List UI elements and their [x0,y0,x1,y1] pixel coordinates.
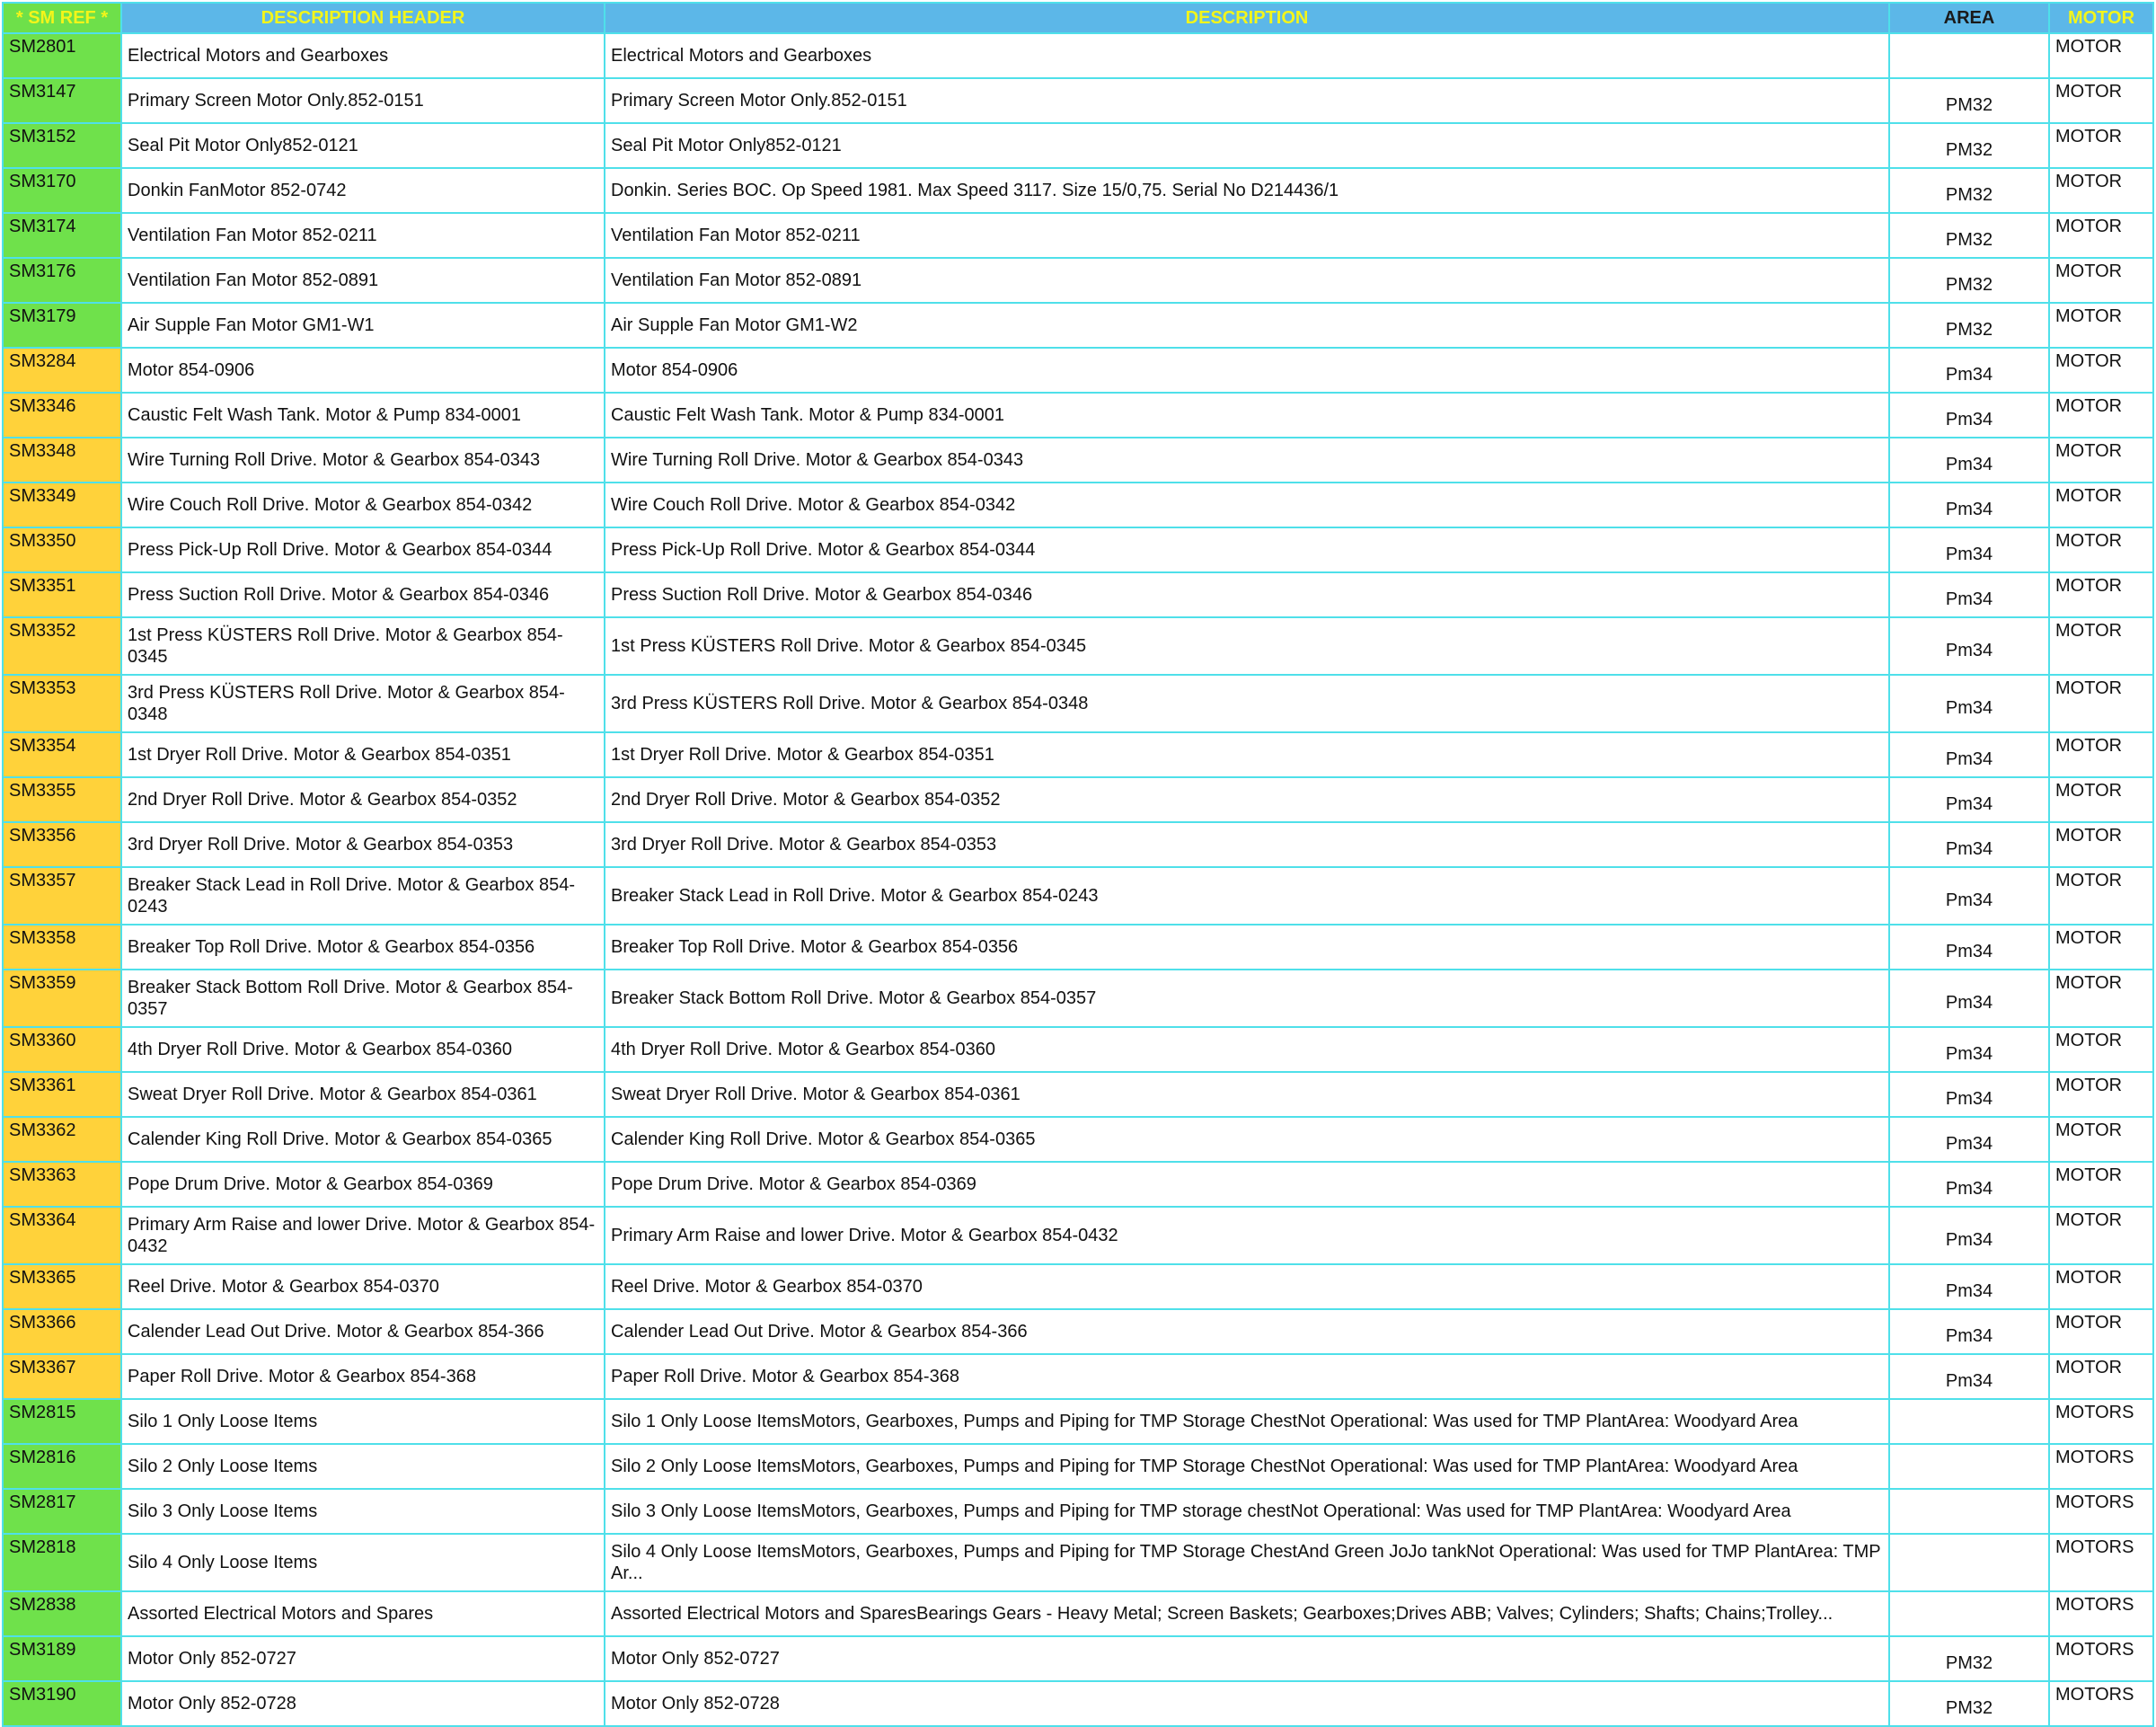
cell-description-header[interactable]: Breaker Top Roll Drive. Motor & Gearbox 854-0356 [121,925,605,970]
cell-area[interactable]: Pm34 [1889,527,2049,572]
cell-area[interactable]: Pm34 [1889,393,2049,438]
cell-sm-ref[interactable]: SM3365 [3,1264,121,1309]
cell-sm-ref[interactable]: SM3170 [3,168,121,213]
cell-motor[interactable]: MOTORS [2049,1636,2153,1681]
column-header-motor[interactable]: MOTOR [2049,3,2153,33]
cell-description-header[interactable]: Wire Turning Roll Drive. Motor & Gearbox 854-0343 [121,438,605,483]
cell-description[interactable]: Assorted Electrical Motors and SparesBearings Gears - Heavy Metal; Screen Baskets; Gearboxes;Drives ABB; Valves; Cylinders; Shafts; Chains;Trolley... [605,1591,1889,1636]
cell-description[interactable]: Wire Couch Roll Drive. Motor & Gearbox 854-0342 [605,483,1889,527]
cell-motor[interactable]: MOTOR [2049,1027,2153,1072]
cell-description-header[interactable]: Silo 2 Only Loose Items [121,1444,605,1489]
cell-description[interactable]: Silo 1 Only Loose ItemsMotors, Gearboxes, Pumps and Piping for TMP Storage ChestNot Operational: Was used for TMP PlantArea: Woodyard Area [605,1399,1889,1444]
table-row [3,1636,2153,1681]
cell-sm-ref[interactable]: SM2838 [3,1591,121,1636]
cell-sm-ref[interactable]: SM3358 [3,925,121,970]
cell-area[interactable] [1889,1399,2049,1444]
cell-area[interactable] [1889,33,2049,78]
cell-motor[interactable]: MOTOR [2049,527,2153,572]
cell-motor[interactable]: MOTOR [2049,572,2153,617]
table-row [3,1399,2153,1444]
cell-area[interactable]: PM32 [1889,123,2049,168]
cell-area[interactable] [1889,1591,2049,1636]
cell-description-header[interactable]: Sweat Dryer Roll Drive. Motor & Gearbox 854-0361 [121,1072,605,1117]
table-row [3,1264,2153,1309]
table-row [3,1444,2153,1489]
table-row [3,438,2153,483]
cell-motor[interactable]: MOTOR [2049,258,2153,303]
cell-sm-ref[interactable]: SM2817 [3,1489,121,1534]
cell-area[interactable]: Pm34 [1889,572,2049,617]
cell-motor[interactable]: MOTOR [2049,1207,2153,1264]
cell-area[interactable]: Pm34 [1889,1072,2049,1117]
cell-description[interactable]: 3rd Press KÜSTERS Roll Drive. Motor & Gearbox 854-0348 [605,675,1889,732]
cell-area[interactable]: Pm34 [1889,777,2049,822]
cell-sm-ref[interactable]: SM3179 [3,303,121,348]
cell-description[interactable]: Breaker Stack Lead in Roll Drive. Motor & Gearbox 854-0243 [605,867,1889,925]
cell-area[interactable]: Pm34 [1889,348,2049,393]
cell-description-header[interactable]: Calender Lead Out Drive. Motor & Gearbox 854-366 [121,1309,605,1354]
cell-description[interactable]: Motor Only 852-0727 [605,1636,1889,1681]
cell-motor[interactable]: MOTOR [2049,123,2153,168]
cell-area[interactable]: Pm34 [1889,1354,2049,1399]
cell-description-header[interactable]: 4th Dryer Roll Drive. Motor & Gearbox 854-0360 [121,1027,605,1072]
cell-description-header[interactable]: Seal Pit Motor Only852-0121 [121,123,605,168]
table-row [3,1354,2153,1399]
cell-description[interactable]: Motor 854-0906 [605,348,1889,393]
cell-description-header[interactable]: Pope Drum Drive. Motor & Gearbox 854-0369 [121,1162,605,1207]
cell-motor[interactable]: MOTOR [2049,732,2153,777]
cell-description[interactable]: Wire Turning Roll Drive. Motor & Gearbox 854-0343 [605,438,1889,483]
cell-sm-ref[interactable]: SM3361 [3,1072,121,1117]
cell-description[interactable]: Silo 3 Only Loose ItemsMotors, Gearboxes, Pumps and Piping for TMP storage chestNot Operational: Was used for TMP PlantArea: Woodyard Area [605,1489,1889,1534]
table-row [3,867,2153,925]
cell-sm-ref[interactable]: SM2818 [3,1534,121,1591]
table-row [3,777,2153,822]
cell-sm-ref[interactable]: SM3359 [3,970,121,1027]
cell-description-header[interactable]: Electrical Motors and Gearboxes [121,33,605,78]
cell-sm-ref[interactable]: SM3353 [3,675,121,732]
cell-area[interactable]: Pm34 [1889,438,2049,483]
cell-description-header[interactable]: Silo 3 Only Loose Items [121,1489,605,1534]
cell-description-header[interactable]: Breaker Stack Lead in Roll Drive. Motor & Gearbox 854-0243 [121,867,605,925]
cell-description-header[interactable]: 2nd Dryer Roll Drive. Motor & Gearbox 854-0352 [121,777,605,822]
table-row [3,1117,2153,1162]
cell-sm-ref[interactable]: SM3357 [3,867,121,925]
cell-motor[interactable]: MOTOR [2049,1264,2153,1309]
header-row [3,3,2153,33]
cell-description[interactable]: Press Suction Roll Drive. Motor & Gearbox 854-0346 [605,572,1889,617]
cell-area[interactable]: Pm34 [1889,732,2049,777]
table-row [3,33,2153,78]
cell-motor[interactable]: MOTOR [2049,867,2153,925]
cell-description[interactable]: Silo 2 Only Loose ItemsMotors, Gearboxes, Pumps and Piping for TMP Storage ChestNot Operational: Was used for TMP PlantArea: Woodyard Area [605,1444,1889,1489]
cell-motor[interactable]: MOTOR [2049,1117,2153,1162]
cell-area[interactable] [1889,1444,2049,1489]
cell-description[interactable]: Air Supple Fan Motor GM1-W2 [605,303,1889,348]
cell-sm-ref[interactable]: SM3355 [3,777,121,822]
table-row [3,822,2153,867]
cell-motor[interactable]: MOTOR [2049,438,2153,483]
cell-area[interactable]: Pm34 [1889,925,2049,970]
column-header-description-header[interactable]: DESCRIPTION HEADER [121,3,605,33]
table-row [3,168,2153,213]
cell-area[interactable]: PM32 [1889,303,2049,348]
cell-area[interactable]: Pm34 [1889,822,2049,867]
cell-motor[interactable]: MOTOR [2049,822,2153,867]
cell-description-header[interactable]: Motor 854-0906 [121,348,605,393]
cell-area[interactable]: Pm34 [1889,1027,2049,1072]
cell-description-header[interactable]: Press Suction Roll Drive. Motor & Gearbox 854-0346 [121,572,605,617]
cell-sm-ref[interactable]: SM3350 [3,527,121,572]
cell-description-header[interactable]: Breaker Stack Bottom Roll Drive. Motor & Gearbox 854-0357 [121,970,605,1027]
table-row [3,925,2153,970]
cell-sm-ref[interactable]: SM3366 [3,1309,121,1354]
cell-description-header[interactable]: Reel Drive. Motor & Gearbox 854-0370 [121,1264,605,1309]
cell-area[interactable]: PM32 [1889,258,2049,303]
table-row [3,970,2153,1027]
cell-description[interactable]: Calender Lead Out Drive. Motor & Gearbox 854-366 [605,1309,1889,1354]
cell-sm-ref[interactable]: SM3362 [3,1117,121,1162]
cell-description-header[interactable]: 1st Press KÜSTERS Roll Drive. Motor & Gearbox 854-0345 [121,617,605,675]
cell-description[interactable]: 4th Dryer Roll Drive. Motor & Gearbox 854-0360 [605,1027,1889,1072]
cell-motor[interactable]: MOTORS [2049,1399,2153,1444]
cell-motor[interactable]: MOTORS [2049,1489,2153,1534]
cell-motor[interactable]: MOTOR [2049,925,2153,970]
cell-motor[interactable]: MOTOR [2049,1309,2153,1354]
cell-description-header[interactable]: Assorted Electrical Motors and Spares [121,1591,605,1636]
cell-description[interactable]: Breaker Stack Bottom Roll Drive. Motor & Gearbox 854-0357 [605,970,1889,1027]
cell-description[interactable]: Paper Roll Drive. Motor & Gearbox 854-368 [605,1354,1889,1399]
cell-description[interactable]: Primary Arm Raise and lower Drive. Motor & Gearbox 854-0432 [605,1207,1889,1264]
cell-description-header[interactable]: Silo 1 Only Loose Items [121,1399,605,1444]
table-row [3,1681,2153,1726]
cell-motor[interactable]: MOTOR [2049,393,2153,438]
cell-description[interactable]: Seal Pit Motor Only852-0121 [605,123,1889,168]
cell-description-header[interactable]: 3rd Press KÜSTERS Roll Drive. Motor & Gearbox 854-0348 [121,675,605,732]
cell-description[interactable]: 1st Press KÜSTERS Roll Drive. Motor & Gearbox 854-0345 [605,617,1889,675]
cell-description[interactable]: 3rd Dryer Roll Drive. Motor & Gearbox 854-0353 [605,822,1889,867]
cell-sm-ref[interactable]: SM3351 [3,572,121,617]
cell-area[interactable]: PM32 [1889,213,2049,258]
cell-motor[interactable]: MOTOR [2049,970,2153,1027]
table-row [3,1591,2153,1636]
cell-description[interactable]: Pope Drum Drive. Motor & Gearbox 854-0369 [605,1162,1889,1207]
cell-description-header[interactable]: Silo 4 Only Loose Items [121,1534,605,1591]
cell-sm-ref[interactable]: SM2815 [3,1399,121,1444]
cell-motor[interactable]: MOTORS [2049,1591,2153,1636]
cell-description[interactable]: Caustic Felt Wash Tank. Motor & Pump 834-0001 [605,393,1889,438]
cell-sm-ref[interactable]: SM3367 [3,1354,121,1399]
cell-description[interactable]: Motor Only 852-0728 [605,1681,1889,1726]
cell-description-header[interactable]: Ventilation Fan Motor 852-0891 [121,258,605,303]
cell-sm-ref[interactable]: SM3348 [3,438,121,483]
table-body [3,33,2153,1726]
cell-sm-ref[interactable]: SM3349 [3,483,121,527]
cell-area[interactable] [1889,1534,2049,1591]
cell-description[interactable]: Press Pick-Up Roll Drive. Motor & Gearbox 854-0344 [605,527,1889,572]
cell-motor[interactable]: MOTOR [2049,777,2153,822]
table-row [3,78,2153,123]
spreadsheet-table [2,2,2154,1727]
cell-description[interactable]: 2nd Dryer Roll Drive. Motor & Gearbox 854-0352 [605,777,1889,822]
table-row [3,1162,2153,1207]
table-row [3,572,2153,617]
cell-description[interactable]: Calender King Roll Drive. Motor & Gearbox 854-0365 [605,1117,1889,1162]
cell-sm-ref[interactable]: SM3352 [3,617,121,675]
cell-area[interactable]: Pm34 [1889,1162,2049,1207]
cell-motor[interactable]: MOTOR [2049,348,2153,393]
table-row [3,258,2153,303]
cell-description-header[interactable]: Caustic Felt Wash Tank. Motor & Pump 834-0001 [121,393,605,438]
cell-motor[interactable]: MOTORS [2049,1681,2153,1726]
cell-area[interactable]: Pm34 [1889,970,2049,1027]
cell-area[interactable]: PM32 [1889,1681,2049,1726]
cell-description[interactable]: Primary Screen Motor Only.852-0151 [605,78,1889,123]
cell-area[interactable]: PM32 [1889,168,2049,213]
cell-description[interactable]: Sweat Dryer Roll Drive. Motor & Gearbox 854-0361 [605,1072,1889,1117]
column-header-description[interactable]: DESCRIPTION [605,3,1889,33]
cell-sm-ref[interactable]: SM2801 [3,33,121,78]
cell-sm-ref[interactable]: SM3363 [3,1162,121,1207]
cell-motor[interactable]: MOTOR [2049,303,2153,348]
cell-description[interactable]: Breaker Top Roll Drive. Motor & Gearbox 854-0356 [605,925,1889,970]
column-header-sm-ref[interactable]: * SM REF * [3,3,121,33]
cell-description[interactable]: Reel Drive. Motor & Gearbox 854-0370 [605,1264,1889,1309]
cell-area[interactable]: Pm34 [1889,675,2049,732]
table-row [3,527,2153,572]
cell-area[interactable]: Pm34 [1889,1117,2049,1162]
cell-sm-ref[interactable]: SM3152 [3,123,121,168]
cell-description-header[interactable]: Press Pick-Up Roll Drive. Motor & Gearbox 854-0344 [121,527,605,572]
cell-description-header[interactable]: Ventilation Fan Motor 852-0211 [121,213,605,258]
cell-motor[interactable]: MOTOR [2049,1072,2153,1117]
cell-sm-ref[interactable]: SM2816 [3,1444,121,1489]
table-row [3,617,2153,675]
table-row [3,1534,2153,1591]
cell-description[interactable]: Electrical Motors and Gearboxes [605,33,1889,78]
cell-description[interactable]: Ventilation Fan Motor 852-0211 [605,213,1889,258]
cell-area[interactable]: PM32 [1889,78,2049,123]
cell-description-header[interactable]: Air Supple Fan Motor GM1-W1 [121,303,605,348]
cell-description-header[interactable]: Motor Only 852-0727 [121,1636,605,1681]
cell-sm-ref[interactable]: SM3174 [3,213,121,258]
cell-sm-ref[interactable]: SM3364 [3,1207,121,1264]
cell-description-header[interactable]: Paper Roll Drive. Motor & Gearbox 854-368 [121,1354,605,1399]
cell-motor[interactable]: MOTOR [2049,78,2153,123]
cell-area[interactable]: Pm34 [1889,1309,2049,1354]
cell-description-header[interactable]: Motor Only 852-0728 [121,1681,605,1726]
table-row [3,393,2153,438]
cell-description[interactable]: Silo 4 Only Loose ItemsMotors, Gearboxes, Pumps and Piping for TMP Storage ChestAnd Green JoJo tankNot Operational: Was used for TMP PlantArea: TMP Ar... [605,1534,1889,1591]
table-row [3,1207,2153,1264]
cell-area[interactable]: Pm34 [1889,483,2049,527]
cell-sm-ref[interactable]: SM3354 [3,732,121,777]
cell-description[interactable]: Ventilation Fan Motor 852-0891 [605,258,1889,303]
table-row [3,348,2153,393]
cell-motor[interactable]: MOTOR [2049,1354,2153,1399]
cell-area[interactable]: Pm34 [1889,617,2049,675]
cell-description[interactable]: 1st Dryer Roll Drive. Motor & Gearbox 854-0351 [605,732,1889,777]
table-row [3,675,2153,732]
cell-area[interactable]: Pm34 [1889,1207,2049,1264]
cell-description[interactable]: Donkin. Series BOC. Op Speed 1981. Max Speed 3117. Size 15/0,75. Serial No D214436/1 [605,168,1889,213]
table-row [3,1309,2153,1354]
cell-sm-ref[interactable]: SM3346 [3,393,121,438]
cell-sm-ref[interactable]: SM3190 [3,1681,121,1726]
cell-area[interactable] [1889,1489,2049,1534]
cell-motor[interactable]: MOTORS [2049,1534,2153,1591]
table-row [3,1027,2153,1072]
cell-description-header[interactable]: Primary Arm Raise and lower Drive. Motor & Gearbox 854-0432 [121,1207,605,1264]
cell-sm-ref[interactable]: SM3360 [3,1027,121,1072]
table-row [3,483,2153,527]
cell-description-header[interactable]: 1st Dryer Roll Drive. Motor & Gearbox 854-0351 [121,732,605,777]
cell-sm-ref[interactable]: SM3356 [3,822,121,867]
table-row [3,1489,2153,1534]
table-row [3,213,2153,258]
cell-sm-ref[interactable]: SM3147 [3,78,121,123]
cell-description-header[interactable]: Primary Screen Motor Only.852-0151 [121,78,605,123]
cell-description-header[interactable]: Wire Couch Roll Drive. Motor & Gearbox 854-0342 [121,483,605,527]
cell-description-header[interactable]: Donkin FanMotor 852-0742 [121,168,605,213]
cell-motor[interactable]: MOTOR [2049,213,2153,258]
table-row [3,732,2153,777]
cell-area[interactable]: Pm34 [1889,867,2049,925]
column-header-area[interactable]: AREA [1889,3,2049,33]
cell-motor[interactable]: MOTOR [2049,483,2153,527]
cell-motor[interactable]: MOTOR [2049,33,2153,78]
cell-area[interactable]: PM32 [1889,1636,2049,1681]
table-row [3,303,2153,348]
cell-sm-ref[interactable]: SM3284 [3,348,121,393]
cell-motor[interactable]: MOTORS [2049,1444,2153,1489]
cell-motor[interactable]: MOTOR [2049,617,2153,675]
cell-description-header[interactable]: Calender King Roll Drive. Motor & Gearbox 854-0365 [121,1117,605,1162]
cell-area[interactable]: Pm34 [1889,1264,2049,1309]
cell-sm-ref[interactable]: SM3176 [3,258,121,303]
cell-motor[interactable]: MOTOR [2049,675,2153,732]
cell-motor[interactable]: MOTOR [2049,168,2153,213]
cell-description-header[interactable]: 3rd Dryer Roll Drive. Motor & Gearbox 854-0353 [121,822,605,867]
cell-sm-ref[interactable]: SM3189 [3,1636,121,1681]
table-row [3,123,2153,168]
table-row [3,1072,2153,1117]
cell-motor[interactable]: MOTOR [2049,1162,2153,1207]
